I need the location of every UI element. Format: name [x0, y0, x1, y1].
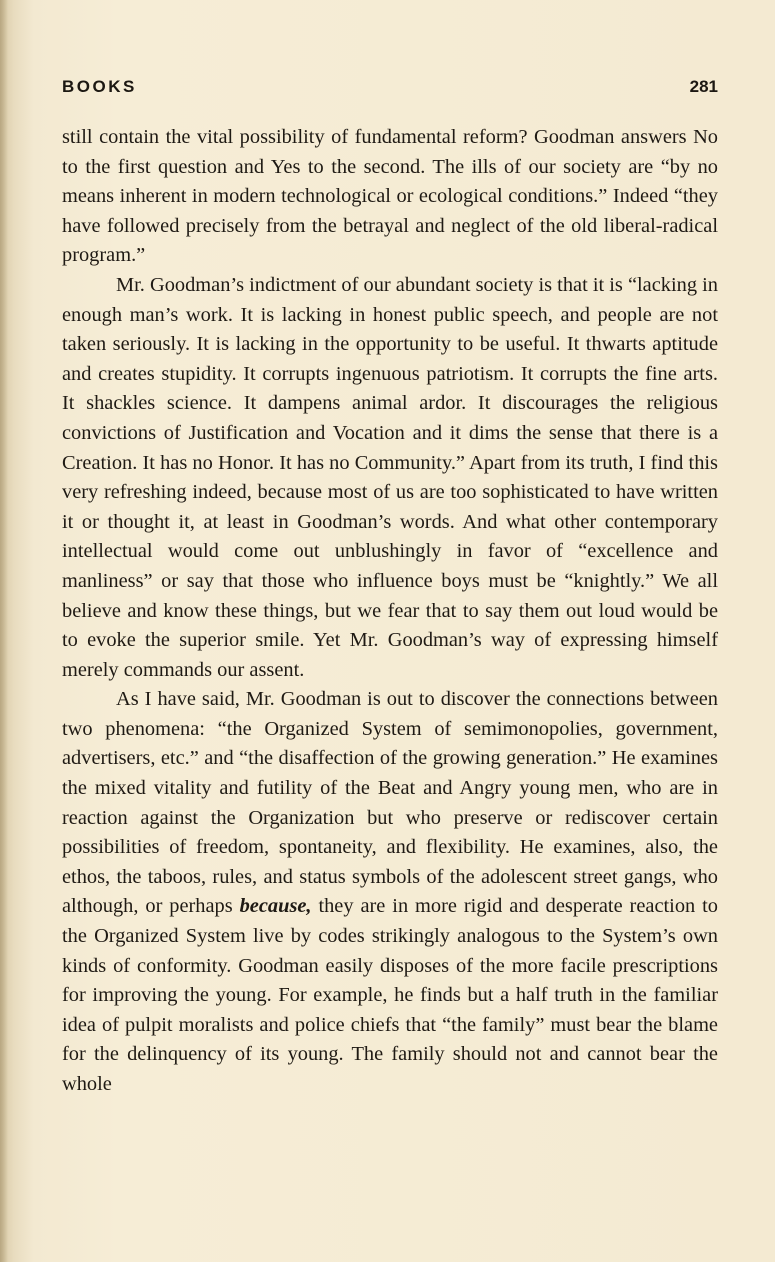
- paragraph-1: still contain the vital possibility of fundamental reform? Goodman answers No to the first question and Yes to the second. The ills of our society are “by no means inherent in modern technological or ecological conditions.” Indeed “they have followed precisely from the betrayal and neglect of the old liberal-radical program.”: [62, 126, 718, 267]
- paragraph-3-text-before: As I have said, Mr. Goodman is out to discover the connections between two phenomena: “the Organized System of semimonopolies, government, advertisers, etc.” and “the disaffection of the growing generation.” He examines the mixed vitality and futility of the Beat and Angry young men, who are in reaction against the Organization but who preserve or rediscover certain possibilities of freedom, spontaneity, and flexibility. He examines, also, the ethos, the taboos, rules, and status symbols of the adolescent street gangs, who although, or perhaps: [62, 688, 718, 918]
- body-text: [62, 123, 718, 1100]
- paragraph-3-text-after: they are in more rigid and desperate reaction to the Organized System live by codes strikingly analogous to the System’s own kinds of conformity. Goodman easily disposes of the more facile prescriptions for improving the young. For example, he finds but a half truth in the familiar idea of pulpit moralists and police chiefs that “the family” must bear the blame for the delinquency of its young. The family should not and cannot bear the whole: [62, 895, 718, 1095]
- running-head: BOOKS: [62, 77, 137, 96]
- binding-shadow: [0, 0, 8, 1262]
- page-header: [62, 74, 718, 104]
- paragraph-3: [62, 685, 718, 1099]
- emphasis-because: because,: [239, 895, 312, 918]
- page-number: 281: [689, 77, 718, 96]
- paragraph-2: Mr. Goodman’s indictment of our abundant society is that it is “lacking in enough man’s work. It is lacking in honest public speech, and people are not taken seriously. It is lacking in the opportunity to be useful. It thwarts aptitude and creates stupidity. It corrupts ingenuous patriotism. It corrupts the fine arts. It shackles science. It dampens animal ardor. It discourages the religious convictions of Justification and Vocation and it dims the sense that there is a Creation. It has no Honor. It has no Community.” Apart from its truth, I find this very refreshing indeed, because most of us are too sophisticated to have written it or thought it, at least in Goodman’s words. And what other contemporary intellectual would come out unblushingly in favor of “excellence and manliness” or say that those who influence boys must be “knightly.” We all believe and know these things, but we fear that to say them out loud would be to evoke the superior smile. Yet Mr. Goodman’s way of expressing himself merely commands our assent.: [62, 273, 718, 681]
